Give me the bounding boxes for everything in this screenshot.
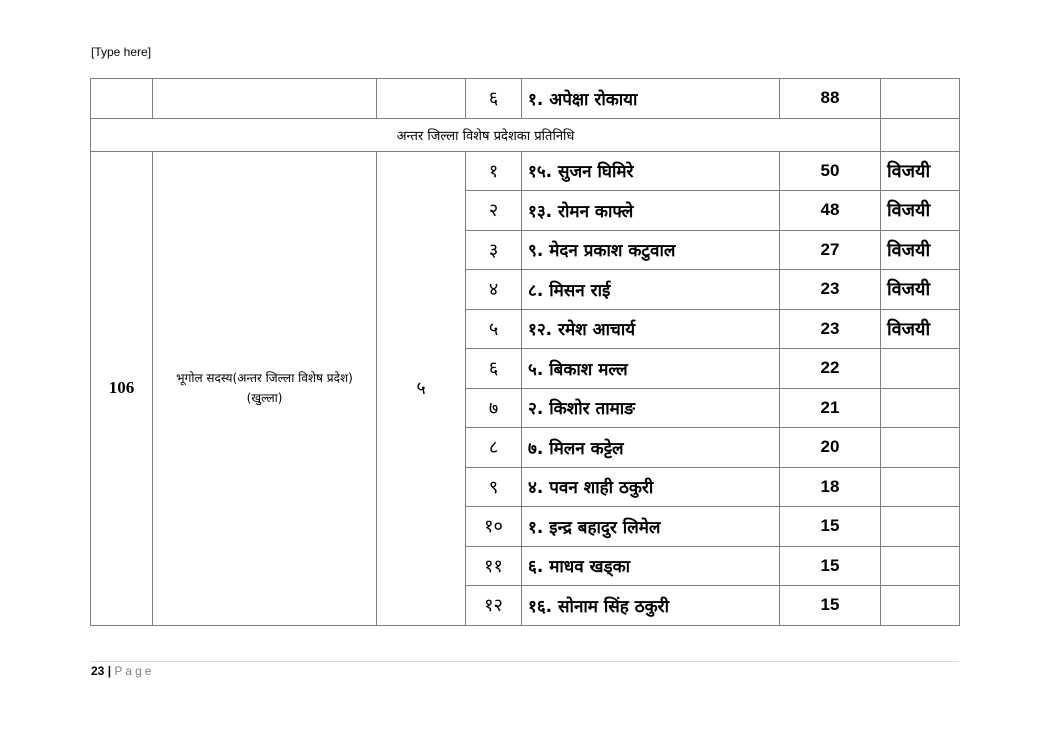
footer-divider [90, 661, 959, 662]
result-status [881, 349, 960, 389]
result-status: विजयी [881, 230, 960, 270]
candidate-name: १. इन्द्र बहादुर लिमेल [522, 507, 780, 547]
candidate-name: ४. पवन शाही ठकुरी [522, 467, 780, 507]
candidate-name: ५. बिकाश मल्ल [522, 349, 780, 389]
election-results-table [90, 78, 960, 626]
page-label: Page [114, 664, 155, 678]
candidate-name: १३. रोमन काफ्ले [522, 191, 780, 231]
empty-cell [91, 79, 153, 119]
constituency-number: 106 [91, 151, 153, 625]
vote-count: 23 [780, 270, 881, 310]
serial-number: २ [466, 191, 522, 231]
vote-count: 48 [780, 191, 881, 231]
vote-count: 22 [780, 349, 881, 389]
result-status [881, 467, 960, 507]
serial-number: ५ [466, 309, 522, 349]
result-status: विजयी [881, 309, 960, 349]
candidate-name: १. अपेक्षा रोकाया [522, 79, 780, 119]
candidate-name: ६. माधव खड्का [522, 546, 780, 586]
table-row [91, 79, 960, 119]
serial-number: १२ [466, 586, 522, 626]
section-title: अन्तर जिल्ला विशेष प्रदेशका प्रतिनिधि [91, 118, 881, 151]
serial-number: ९ [466, 467, 522, 507]
result-status [881, 428, 960, 468]
serial-number: १० [466, 507, 522, 547]
candidate-name: ८. मिसन राई [522, 270, 780, 310]
vote-count: 27 [780, 230, 881, 270]
empty-cell [881, 118, 960, 151]
vote-count: 21 [780, 388, 881, 428]
result-status: विजयी [881, 191, 960, 231]
candidate-name: ९. मेदन प्रकाश कटुवाल [522, 230, 780, 270]
serial-number: ६ [466, 79, 522, 119]
candidate-name: १२. रमेश आचार्य [522, 309, 780, 349]
section-header-row [91, 118, 960, 151]
vote-count: 88 [780, 79, 881, 119]
result-status [881, 507, 960, 547]
result-status: विजयी [881, 270, 960, 310]
vote-count: 23 [780, 309, 881, 349]
candidate-name: १६. सोनाम सिंह ठकुरी [522, 586, 780, 626]
serial-number: १ [466, 151, 522, 191]
result-status [881, 546, 960, 586]
page-number: 23 [91, 664, 105, 678]
result-status [881, 586, 960, 626]
table-row [91, 151, 960, 191]
empty-cell [377, 79, 466, 119]
page-footer [91, 664, 154, 678]
result-status [881, 79, 960, 119]
candidate-name: ७. मिलन कट्टेल [522, 428, 780, 468]
post-title: भूगोल सदस्य(अन्तर जिल्ला विशेष प्रदेश) (खुल्ला) [153, 151, 377, 625]
serial-number: ८ [466, 428, 522, 468]
result-status [881, 388, 960, 428]
serial-number: ४ [466, 270, 522, 310]
footer-separator: | [107, 664, 112, 678]
vote-count: 18 [780, 467, 881, 507]
serial-number: ६ [466, 349, 522, 389]
vote-count: 50 [780, 151, 881, 191]
vote-count: 15 [780, 586, 881, 626]
vote-count: 15 [780, 507, 881, 547]
header-placeholder: [Type here] [91, 45, 152, 59]
serial-number: ७ [466, 388, 522, 428]
serial-number: ३ [466, 230, 522, 270]
candidate-name: १५. सुजन घिमिरे [522, 151, 780, 191]
empty-cell [153, 79, 377, 119]
candidate-name: २. किशोर तामाङ [522, 388, 780, 428]
result-status: विजयी [881, 151, 960, 191]
vote-count: 15 [780, 546, 881, 586]
serial-number: ११ [466, 546, 522, 586]
vote-count: 20 [780, 428, 881, 468]
seat-count: ५ [377, 151, 466, 625]
